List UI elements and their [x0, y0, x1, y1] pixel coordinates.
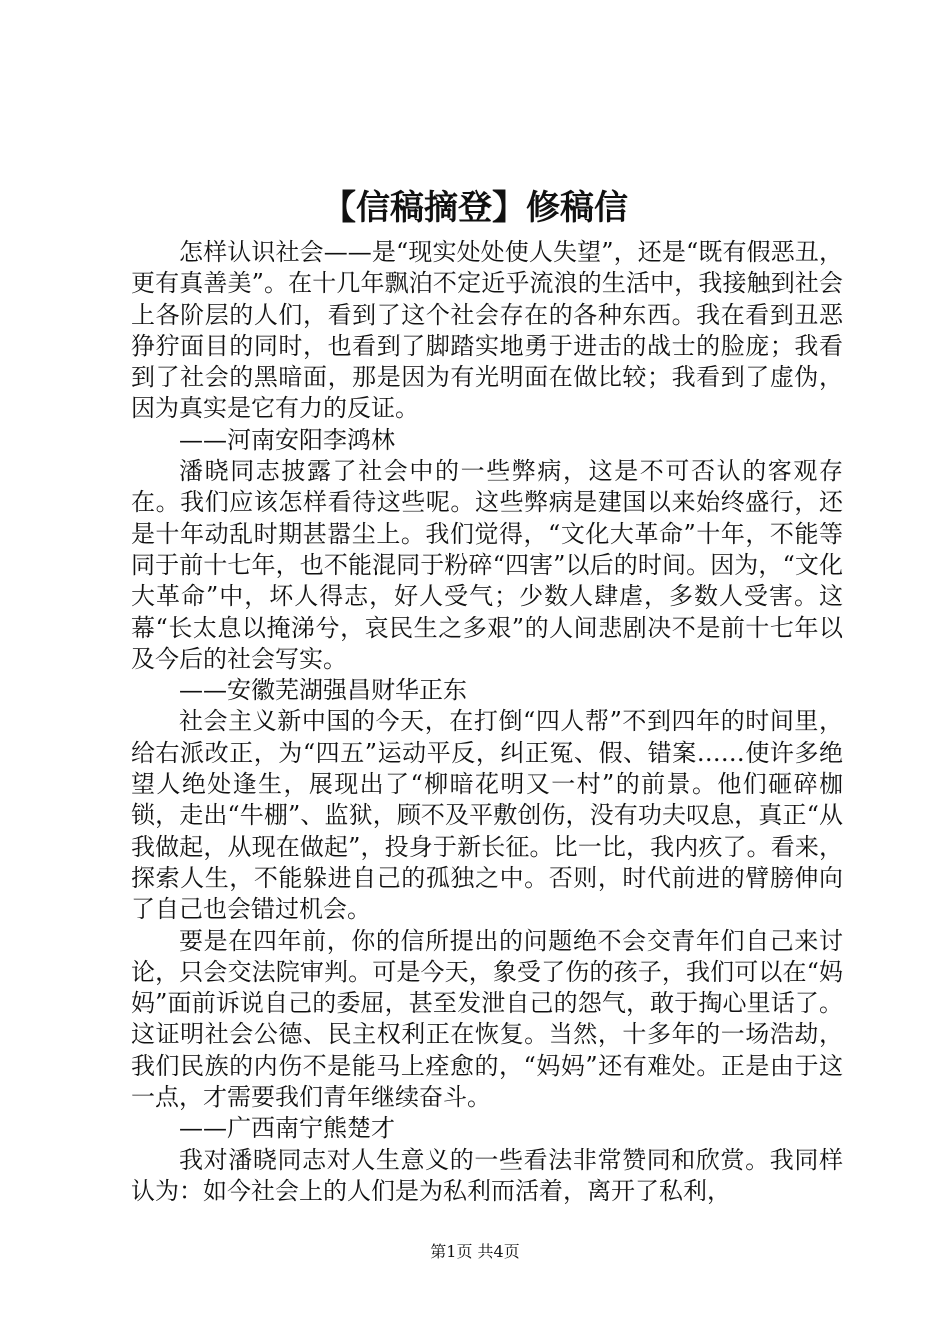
author-signature: ——安徽芜湖强昌财华正东	[179, 676, 467, 705]
page-footer: 第1页 共4页	[430, 1242, 520, 1261]
paragraph: 要是在四年前，你的信所提出的问题绝不会交青年们自己来讨论，只会交法院审判。可是今天，象受了伤的孩子，我们可以在“妈妈”面前诉说自己的委屈，甚至发泄自己的怨气，敢于掏心里话了。这证明社会公德、民主权利正在恢复。当然，十多年的一场浩劫，我们民族的内伤不是能马上痊愈的，“妈妈”还有难处。正是由于这一点，才需要我们青年继续奋斗。	[131, 926, 843, 1112]
paragraph: 怎样认识社会——是“现实处处使人失望”，还是“既有假恶丑，更有真善美”。在十几年飘泊不定近乎流浪的生活中，我接触到社会上各阶层的人们，看到了这个社会存在的各种东西。我在看到丑恶狰狞面目的同时，也看到了脚踏实地勇于进击的战士的脸庞；我看到了社会的黑暗面，那是因为有光明面在做比较；我看到了虚伪，因为真实是它有力的反证。	[131, 238, 843, 423]
author-signature: ——河南安阳李鸿林	[179, 425, 395, 454]
letter-body	[131, 237, 843, 1207]
paragraph: 潘晓同志披露了社会中的一些弊病，这是不可否认的客观存在。我们应该怎样看待这些呢。这些弊病是建国以来始终盛行，还是十年动乱时期甚嚣尘上。我们觉得，“文化大革命”十年，不能等同于前十七年，也不能混同于粉碎“四害”以后的时间。因为，“文化大革命”中，坏人得志，好人受气；少数人肆虐，多数人受害。这幕“长太息以掩涕兮，哀民生之多艰”的人间悲剧决不是前十七年以及今后的社会写实。	[131, 457, 843, 673]
author-signature: ——广西南宁熊楚才	[179, 1114, 395, 1143]
document-title: 【信稿摘登】修稿信	[322, 188, 628, 228]
paragraph: 社会主义新中国的今天，在打倒“四人帮”不到四年的时间里，给右派改正，为“四五”运动平反，纠正冤、假、错案……使许多绝望人绝处逢生，展现出了“柳暗花明又一村”的前景。他们砸碎枷锁，走出“牛棚”、监狱，顾不及平敷创伤，没有功夫叹息，真正“从我做起，从现在做起”，投身于新长征。比一比，我内疚了。看来，探索人生，不能躲进自己的孤独之中。否则，时代前进的臂膀伸向了自己也会错过机会。	[131, 707, 843, 924]
paragraph: 我对潘晓同志对人生意义的一些看法非常赞同和欣赏。我同样认为：如今社会上的人们是为私利而活着，离开了私利，	[131, 1145, 843, 1205]
